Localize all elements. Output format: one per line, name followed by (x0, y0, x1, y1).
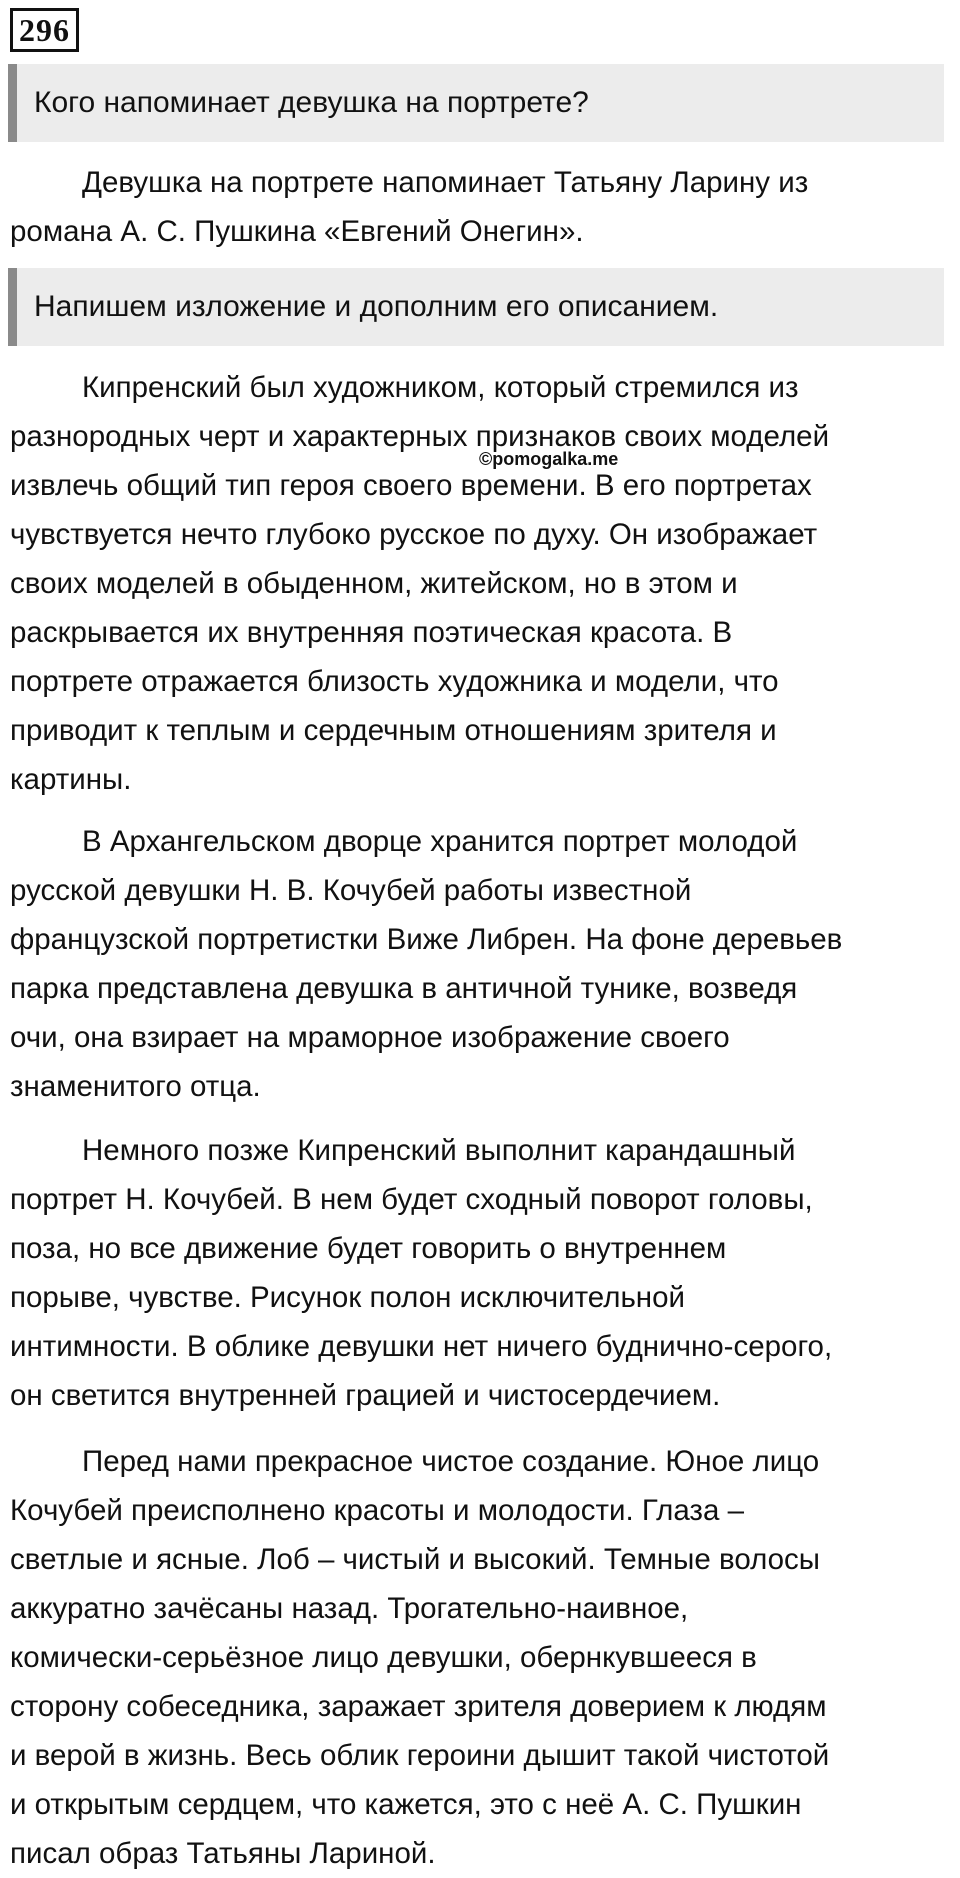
answer-line: романа А. С. Пушкина «Евгений Онегин». (10, 215, 584, 248)
text-line: порыве, чувстве. Рисунок полон исключительной (10, 1281, 685, 1314)
text-line: своих моделей в обыденном, житейском, но в этом и (10, 567, 738, 600)
text-line: писал образ Татьяны Лариной. (10, 1837, 436, 1870)
essay-paragraph-4 (10, 1437, 950, 1878)
text-line: поза, но все движение будет говорить о внутреннем (10, 1232, 727, 1265)
text-line: комически-серьёзное лицо девушки, обернкувшееся в (10, 1641, 757, 1674)
text-line: русской девушки Н. В. Кочубей работы известной (10, 874, 692, 907)
text-line: парка представлена девушка в античной тунике, возведя (10, 972, 798, 1005)
watermark: ©pomogalka.me (479, 449, 619, 469)
text-line: очи, она взирает на мраморное изображение своего (10, 1021, 730, 1054)
text-line: извлечь общий тип героя своего времени. В его портретах (10, 469, 812, 502)
text-line: разнородных черт и характерных признаков своих моделей (10, 420, 830, 453)
text-line: он светится внутренней грацией и чистосердечием. (10, 1379, 721, 1412)
text-line: и открытым сердцем, что кажется, это с неё А. С. Пушкин (10, 1788, 802, 1821)
text-line: В Архангельском дворце хранится портрет молодой (82, 825, 798, 858)
text-line: Перед нами прекрасное чистое создание. Юное лицо (82, 1445, 820, 1478)
text-line: Кочубей преисполнено красоты и молодости. Глаза – (10, 1494, 744, 1527)
text-line: портрете отражается близость художника и модели, что (10, 665, 779, 698)
text-line: интимности. В облике девушки нет ничего буднично-серого, (10, 1330, 833, 1363)
text-line: французской портретистки Виже Либрен. На фоне деревьев (10, 923, 843, 956)
answer-line: Девушка на портрете напоминает Татьяну Ларину из (82, 166, 809, 199)
text-line: чувствуется нечто глубоко русское по духу. Он изображает (10, 518, 818, 551)
text-line: Немного позже Кипренский выполнит карандашный (82, 1134, 796, 1167)
text-line: раскрывается их внутренняя поэтическая красота. В (10, 616, 733, 649)
text-line: Кипренский был художником, который стремился из (82, 371, 799, 404)
text-line: аккуратно зачёсаны назад. Трогательно-наивное, (10, 1592, 689, 1625)
text-line: портрет Н. Кочубей. В нем будет сходный поворот головы, (10, 1183, 813, 1216)
question-2: Напишем изложение и дополним его описанием. (8, 268, 944, 346)
text-line: светлые и ясные. Лоб – чистый и высокий. Темные волосы (10, 1543, 820, 1576)
text-line: знаменитого отца. (10, 1070, 261, 1103)
text-line: приводит к теплым и сердечным отношениям зрителя и (10, 714, 777, 747)
text-line: картины. (10, 763, 132, 796)
text-line: и верой в жизнь. Весь облик героини дышит такой чистотой (10, 1739, 830, 1772)
essay-paragraph-1 (10, 363, 950, 804)
answer-paragraph (10, 158, 950, 256)
essay-paragraph-2 (10, 817, 950, 1111)
text-line: сторону собеседника, заражает зрителя доверием к людям (10, 1690, 827, 1723)
essay-paragraph-3 (10, 1126, 950, 1420)
task-number: 296 (10, 8, 79, 52)
question-1: Кого напоминает девушка на портрете? (8, 64, 944, 142)
